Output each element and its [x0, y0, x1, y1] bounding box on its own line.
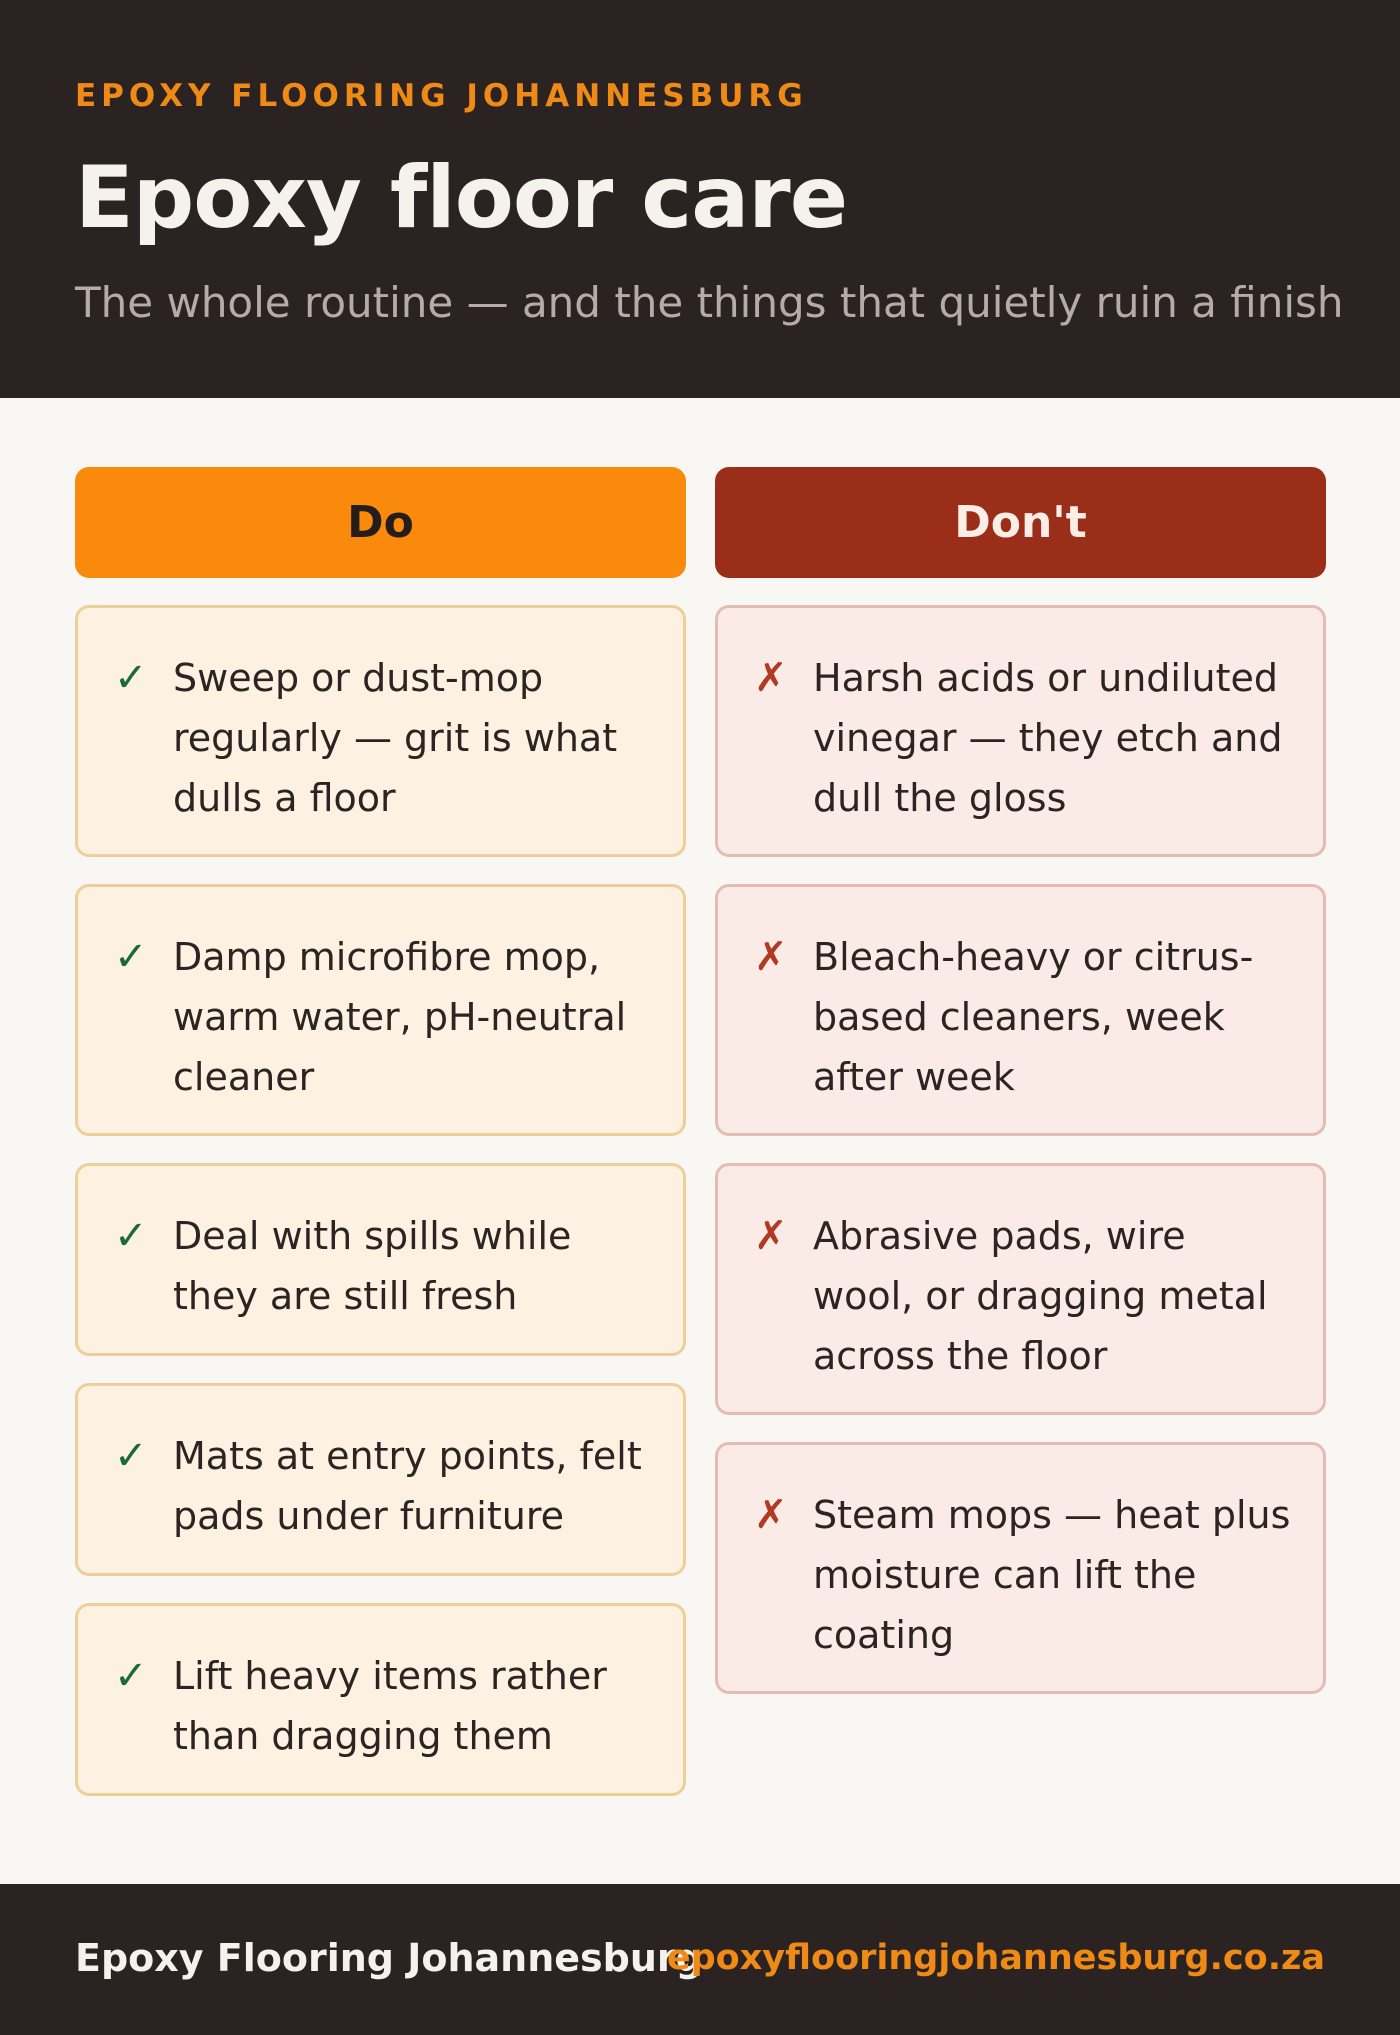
check-icon: ✓: [114, 1653, 148, 1699]
cross-icon: ✗: [754, 1213, 788, 1259]
dont-card: [715, 1163, 1326, 1415]
dont-heading: Don't: [715, 467, 1326, 578]
dont-text: Bleach-heavy or citrus-based cleaners, week after week: [813, 935, 1254, 1099]
do-text: Deal with spills while they are still fresh: [173, 1214, 572, 1318]
dont-card: [715, 1442, 1326, 1694]
do-card: [75, 884, 686, 1136]
do-heading: Do: [75, 467, 686, 578]
footer-bar: [0, 1884, 1400, 2035]
dont-text: Abrasive pads, wire wool, or dragging metal across the floor: [813, 1214, 1268, 1378]
do-card: [75, 605, 686, 857]
do-card: [75, 1603, 686, 1796]
cross-icon: ✗: [754, 655, 788, 701]
do-text: Damp microfibre mop, warm water, pH-neutral cleaner: [173, 935, 627, 1099]
do-text: Sweep or dust-mop regularly — grit is what dulls a floor: [173, 656, 618, 820]
do-column: [75, 467, 686, 1823]
page-subtitle: The whole routine — and the things that quietly ruin a finish: [75, 278, 1344, 327]
do-card: [75, 1383, 686, 1576]
header-banner: [0, 0, 1400, 398]
check-icon: ✓: [114, 655, 148, 701]
footer-brand: Epoxy Flooring Johannesburg: [75, 1936, 703, 1980]
dont-card: [715, 605, 1326, 857]
website-link[interactable]: epoxyflooringjohannesburg.co.za: [666, 1938, 1325, 1978]
check-icon: ✓: [114, 934, 148, 980]
dont-card: [715, 884, 1326, 1136]
brand-eyebrow: EPOXY FLOORING JOHANNESBURG: [75, 78, 808, 114]
check-icon: ✓: [114, 1213, 148, 1259]
cross-icon: ✗: [754, 1492, 788, 1538]
page-title: Epoxy floor care: [75, 148, 848, 248]
do-text: Mats at entry points, felt pads under furniture: [173, 1434, 642, 1538]
cross-icon: ✗: [754, 934, 788, 980]
check-icon: ✓: [114, 1433, 148, 1479]
do-card: [75, 1163, 686, 1356]
dont-text: Harsh acids or undiluted vinegar — they etch and dull the gloss: [813, 656, 1283, 820]
dont-text: Steam mops — heat plus moisture can lift the coating: [813, 1493, 1291, 1657]
do-text: Lift heavy items rather than dragging them: [173, 1654, 607, 1758]
dont-column: [715, 467, 1326, 1721]
